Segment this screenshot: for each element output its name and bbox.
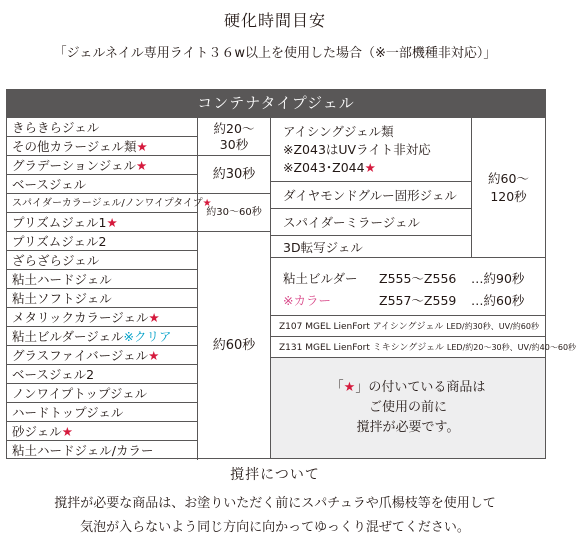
product-row (7, 194, 212, 213)
mixing-text-1: 撹拌が必要な商品は、お塗りいただく前にスパチュラや爪楊枝等を使用して (54, 496, 496, 511)
star-mark: ★ (61, 424, 73, 439)
product-row (7, 308, 198, 327)
product-name: きらきらジェル (12, 120, 100, 135)
star-mark: ★ (343, 380, 356, 395)
product-name: 粘土ビルダージェル (12, 329, 124, 344)
product-name: グラデーションジェル (12, 158, 136, 173)
product-row (7, 441, 198, 460)
builder-time-1: …約90秒 (471, 271, 525, 286)
time-cell-60 (198, 232, 271, 459)
builder-label: 粘土ビルダー (283, 271, 358, 286)
product-name: ハードトップジェル (12, 405, 124, 420)
right-time-cell (471, 118, 545, 258)
icing-title: アイシングジェル類 (283, 123, 394, 139)
builder-cell (271, 264, 545, 316)
time-text: 約60～ (488, 170, 529, 186)
mgel-time: LED/約20～30秒、UV/約40～60秒 (446, 343, 576, 352)
note-line-1: 「★」の付いている商品は (330, 380, 486, 395)
product-name: ベースジェル2 (12, 367, 95, 382)
product-row (7, 137, 198, 156)
page-title: 硬化時間目安 (223, 11, 326, 30)
star-mark: ★ (202, 198, 212, 209)
builder-time-2: …約60秒 (471, 293, 525, 308)
page-subtitle: 「ジェルネイル専用ライト３６w以上を使用した場合（※一部機種非対応）」 (53, 46, 497, 61)
product-row (7, 156, 198, 175)
table-banner: コンテナタイプジェル (6, 89, 546, 118)
note-line-2: ご使用の前に (368, 400, 447, 415)
mgel-row-icing (271, 316, 545, 337)
builder-color-note: ※カラー (283, 293, 331, 308)
product-name: プリズムジェル2 (12, 234, 107, 249)
product-row (7, 251, 198, 270)
time-cell-20-30 (198, 118, 271, 156)
mixing-title: 撹拌について (230, 467, 320, 483)
product-row (7, 175, 198, 194)
product-name: 粘土ハードジェル (12, 272, 112, 287)
product-name: ざらざらジェル (12, 253, 100, 268)
time-cell-30 (198, 156, 271, 194)
product-row (7, 403, 198, 422)
transfer-3d-cell: 3D転写ジェル (271, 236, 471, 258)
product-row (7, 270, 198, 289)
diamond-glue-cell: ダイヤモンドグルー固形ジェル (271, 182, 471, 209)
note-line-3: 撹拌が必要です。 (356, 420, 460, 435)
product-name: ノンワイプトップジェル (12, 386, 148, 401)
builder-code-1: Z555～Z556 (379, 271, 457, 286)
product-row (7, 346, 198, 365)
time-text: 120秒 (490, 188, 527, 204)
product-row (7, 384, 198, 403)
product-name: グラスファイバージェル (12, 348, 149, 363)
mgel-name: Z107 MGEL LienFort アイシングジェル (279, 322, 444, 332)
mgel-name: Z131 MGEL LienFort ミキシングジェル (279, 343, 445, 353)
product-row (7, 289, 198, 308)
stir-note-box (271, 358, 545, 458)
time-text: 約30～60秒 (206, 206, 262, 218)
product-row (7, 232, 198, 251)
product-name: ベースジェル (12, 177, 87, 192)
mgel-time: LED/約30秒、UV/約60秒 (446, 322, 539, 331)
time-text: 約20～ (213, 120, 255, 136)
star-mark: ★ (148, 348, 160, 363)
product-row (7, 365, 198, 384)
product-row (7, 422, 198, 441)
time-cell-30-60 (198, 194, 271, 232)
product-name: 粘土ソフトジェル (12, 291, 112, 306)
star-mark: ★ (135, 158, 148, 173)
time-text: 約60秒 (212, 337, 256, 353)
builder-code-2: Z557～Z559 (379, 293, 457, 308)
star-mark: ★ (364, 159, 376, 175)
product-row (7, 213, 198, 232)
product-name: メタリックカラージェル (12, 310, 149, 325)
product-row (7, 327, 198, 346)
star-mark: ★ (136, 139, 148, 154)
icing-note-2: ※Z043･Z044★ (283, 159, 376, 175)
icing-note-1: ※Z043はUVライト非対応 (283, 141, 431, 157)
mixing-text-2: 気泡が入らないよう同じ方向に向かってゆっくり混ぜてください。 (80, 520, 470, 535)
product-name: その他カラージェル類 (12, 139, 137, 154)
time-text: 30秒 (219, 136, 249, 152)
mgel-row-mixing (271, 337, 576, 358)
icing-gel-cell (271, 118, 471, 182)
product-row (7, 118, 198, 137)
spider-mirror-cell: スパイダーミラージェル (271, 209, 471, 236)
star-mark: ★ (148, 310, 160, 325)
product-name: 砂ジェル (12, 424, 62, 439)
product-name: プリズムジェル1 (12, 215, 107, 230)
product-name: 粘土ハードジェル/カラー (12, 443, 154, 458)
time-text: 約30秒 (212, 166, 256, 182)
star-mark: ★ (106, 215, 118, 230)
clear-note: ※クリア (123, 329, 172, 344)
product-name: スパイダーカラージェル/ノンワイプタイプ (12, 198, 203, 209)
